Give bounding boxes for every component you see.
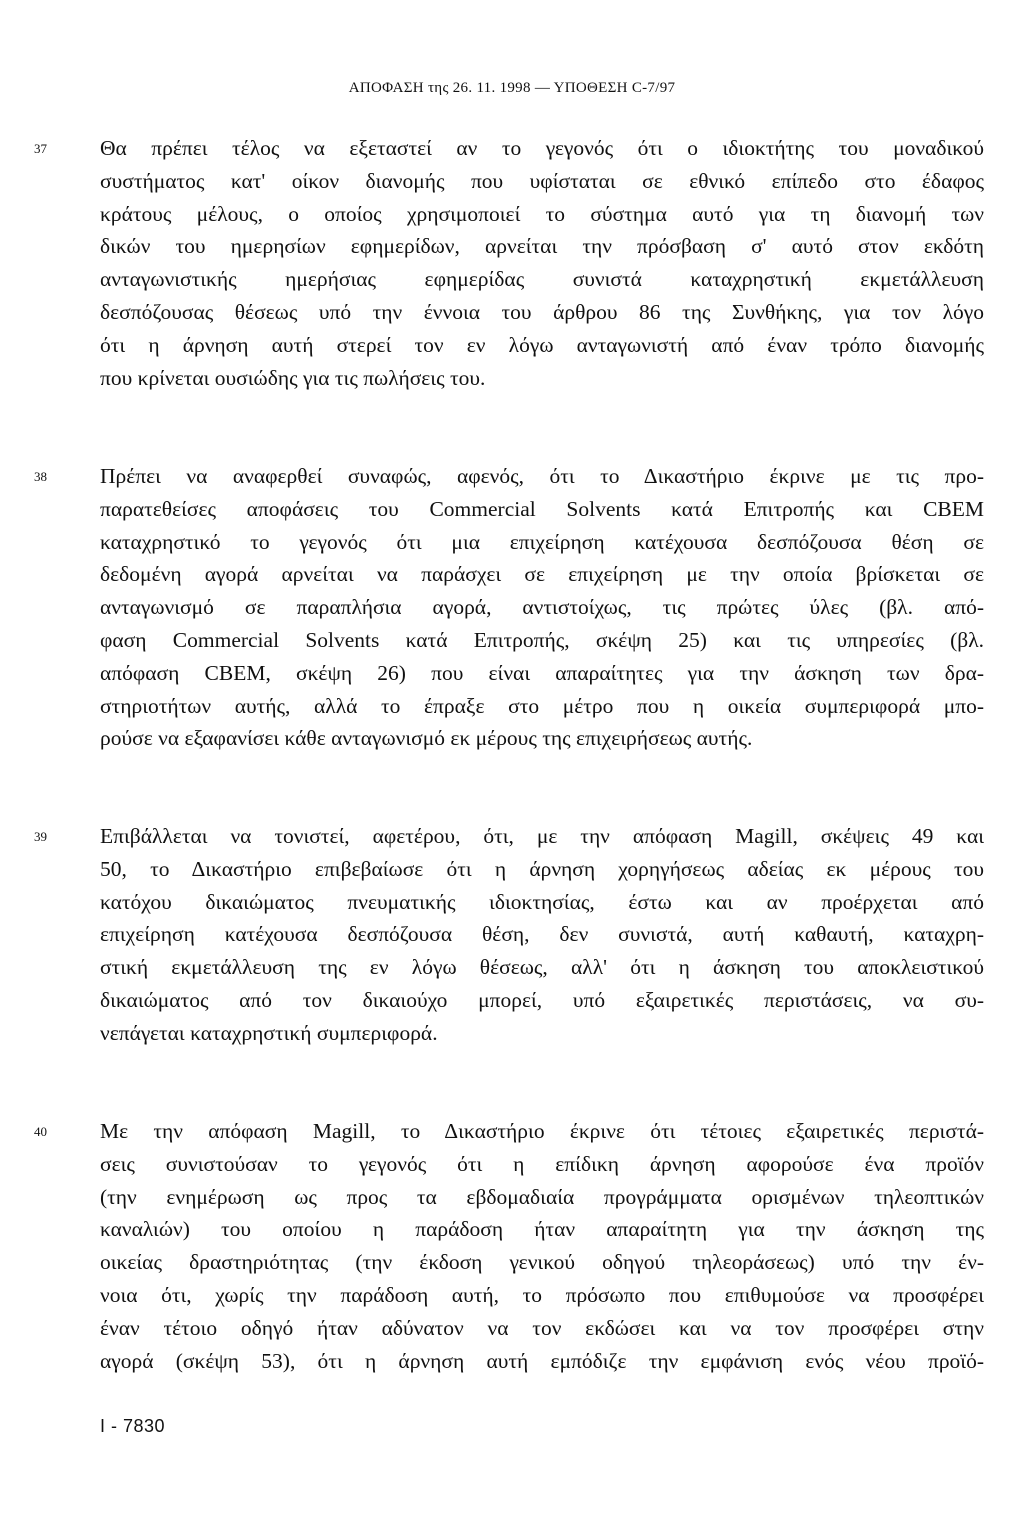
- text-line: έναν τέτοιο οδηγό ήταν αδύνατον να τον εκδώσει και να τον προσφέρει στην: [100, 1315, 984, 1340]
- text-line: νεπάγεται καταχρηστική συμπεριφορά.: [100, 1020, 438, 1045]
- text-line: νοια ότι, χωρίς την παράδοση αυτή, το πρόσωπο που επιθυμούσε να προσφέρει: [100, 1282, 984, 1307]
- paragraph-40: [34, 1115, 984, 1377]
- text-line: δεδομένη αγορά αρνείται να παράσχει σε επιχείρηση με την οποία βρίσκεται σε: [100, 562, 984, 587]
- text-line: ρούσε να εξαφανίσει κάθε ανταγωνισμό εκ μέρους της επιχειρήσεως αυτής.: [100, 726, 753, 751]
- text-line: ανταγωνισμό σε παραπλήσια αγορά, αντιστοίχως, τις πρώτες ύλες (βλ. από-: [100, 595, 984, 620]
- text-line: Πρέπει να αναφερθεί συναφώς, αφενός, ότι το Δικαστήριο έκρινε με τις προ-: [100, 464, 984, 488]
- text-line: στική εκμετάλλευση της εν λόγω θέσεως, αλλ' ότι η άσκηση του αποκλειστικού: [100, 955, 984, 980]
- paragraph-number: 38: [34, 469, 47, 484]
- text-line: παρατεθείσες αποφάσεις του Commercial Solvents κατά Επιτροπής και CBEM: [100, 496, 984, 521]
- text-line: 50, το Δικαστήριο επιβεβαίωσε ότι η άρνηση χορηγήσεως αδείας εκ μέρους του: [100, 856, 984, 881]
- paragraph-number: 37: [34, 141, 47, 156]
- text-line: Θα πρέπει τέλος να εξεταστεί αν το γεγονός ότι ο ιδιοκτήτης του μοναδικού: [100, 136, 984, 160]
- text-line: ανταγωνιστικής ημερήσιας εφημερίδας συνιστά καταχρηστική εκμετάλλευση: [100, 267, 984, 292]
- text-line: δικών του ημερησίων εφημερίδων, αρνείται την πρόσβαση σ' αυτό στον εκδότη: [100, 234, 984, 259]
- text-line: που κρίνεται ουσιώδης για τις πωλήσεις του.: [100, 365, 486, 390]
- page-number: I - 7830: [100, 1416, 166, 1436]
- paragraph-37: [34, 132, 984, 394]
- paragraph-39: [34, 820, 984, 1050]
- text-line: σεις συνιστούσαν το γεγονός ότι η επίδικη άρνηση αφορούσε ένα προϊόν: [100, 1151, 984, 1176]
- paragraph-38: [34, 460, 984, 755]
- text-line: δικαιώματος από τον δικαιούχο μπορεί, υπό εξαιρετικές περιστάσεις, να συ-: [100, 987, 984, 1012]
- text-line: Επιβάλλεται να τονιστεί, αφετέρου, ότι, με την απόφαση Magill, σκέψεις 49 και: [100, 824, 984, 848]
- text-line: επιχείρηση κατέχουσα δεσπόζουσα θέση, δεν συνιστά, αυτή καθαυτή, καταχρη-: [100, 922, 984, 947]
- text-line: Με την απόφαση Magill, το Δικαστήριο έκρινε ότι τέτοιες εξαιρετικές περιστά-: [100, 1119, 984, 1143]
- text-line: (την ενημέρωση ως προς τα εβδομαδιαία προγράμματα ορισμένων τηλεοπτικών: [100, 1184, 984, 1209]
- paragraph-number: 39: [34, 829, 47, 844]
- text-line: οικείας δραστηριότητας (την έκδοση γενικού οδηγού τηλεοράσεως) υπό την έν-: [100, 1250, 984, 1275]
- text-line: ότι η άρνηση αυτή στερεί τον εν λόγω ανταγωνιστή από έναν τρόπο διανομής: [100, 332, 984, 357]
- text-line: απόφαση CBEM, σκέψη 26) που είναι απαραίτητες για την άσκηση των δρα-: [100, 660, 984, 685]
- text-line: κράτους μέλους, ο οποίος χρησιμοποιεί το σύστημα αυτό για τη διανομή των: [100, 201, 984, 226]
- text-line: συστήματος κατ' οίκον διανομής που υφίσταται σε εθνικό επίπεδο στο έδαφος: [100, 168, 984, 193]
- text-line: κατόχου δικαιώματος πνευματικής ιδιοκτησίας, έστω και αν προέρχεται από: [100, 889, 984, 914]
- text-line: καταχρηστικό το γεγονός ότι μια επιχείρηση κατέχουσα δεσπόζουσα θέση σε: [100, 529, 984, 554]
- text-line: δεσπόζουσας θέσεως υπό την έννοια του άρθρου 86 της Συνθήκης, για τον λόγο: [100, 299, 984, 324]
- text-line: φαση Commercial Solvents κατά Επιτροπής, σκέψη 25) και τις υπηρεσίες (βλ.: [100, 627, 984, 652]
- text-line: στηριοτήτων αυτής, αλλά το έπραξε στο μέτρο που η οικεία συμπεριφορά μπο-: [100, 693, 984, 718]
- text-line: αγορά (σκέψη 53), ότι η άρνηση αυτή εμπόδιζε την εμφάνιση ενός νέου προϊό-: [100, 1348, 984, 1373]
- paragraph-number: 40: [34, 1124, 47, 1139]
- running-head: ΑΠΟΦΑΣΗ της 26. 11. 1998 — ΥΠΟΘΕΣΗ C-7/97: [348, 80, 676, 96]
- text-line: καναλιών) του οποίου η παράδοση ήταν απαραίτητη για την άσκηση της: [100, 1217, 984, 1242]
